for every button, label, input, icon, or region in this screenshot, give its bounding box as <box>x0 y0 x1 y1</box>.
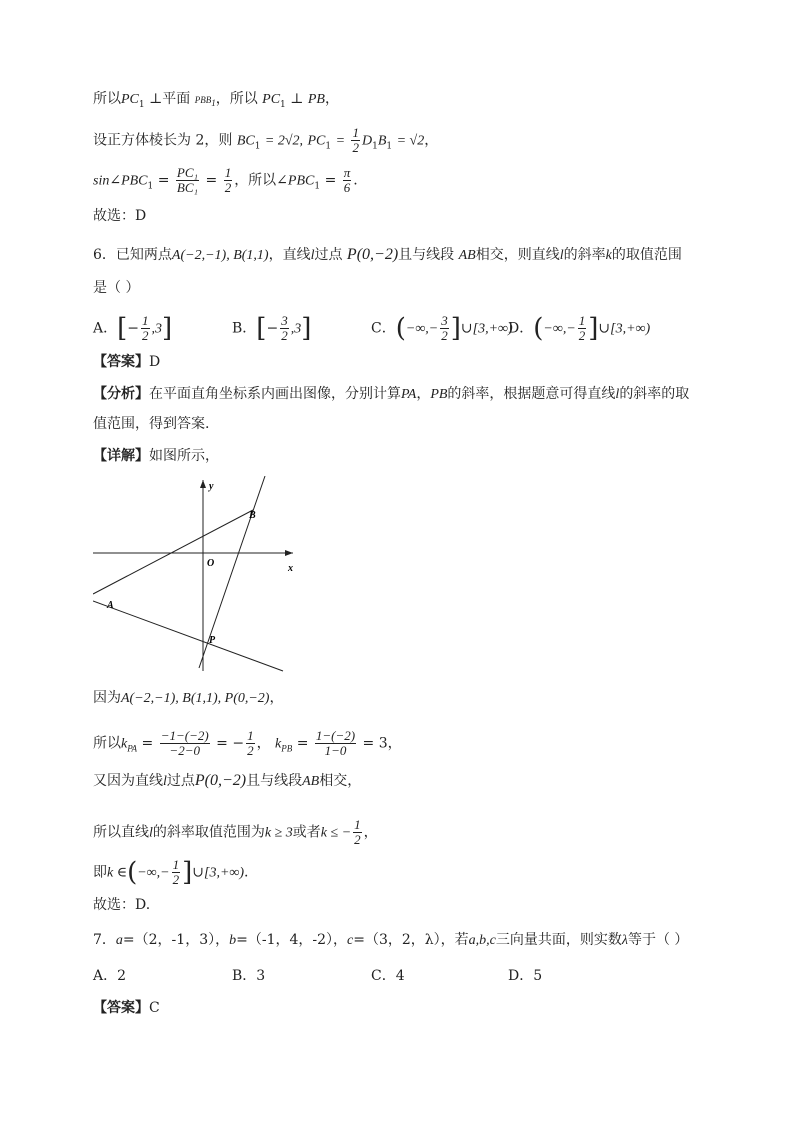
denominator: 2 <box>352 140 359 155</box>
math: k <box>275 736 282 752</box>
subscript: 1 <box>314 181 321 192</box>
text: = <box>141 735 154 752</box>
math: AB <box>458 248 476 263</box>
numerator: 3 <box>281 313 288 328</box>
label-p: P <box>209 635 216 646</box>
bracket: [ <box>256 313 267 344</box>
bracket: ] <box>301 313 312 344</box>
math: PBC <box>121 173 148 189</box>
step-1 <box>93 688 283 709</box>
numerator: 1 <box>352 125 359 140</box>
numerator: 1−(−2) <box>315 728 356 743</box>
text: ， <box>269 690 284 706</box>
bracket: ( <box>395 313 406 344</box>
text: 因为 <box>93 690 121 706</box>
math: BC <box>236 133 255 149</box>
text: ，直线 <box>268 247 311 263</box>
text: = 3 <box>362 735 388 752</box>
fraction <box>176 166 199 195</box>
text: 设正方体棱长为 2，则 <box>93 132 233 149</box>
text: ⊥平面 <box>149 91 191 107</box>
step-3 <box>93 771 361 792</box>
bracket: ] <box>162 313 173 344</box>
label-x: x <box>288 563 293 574</box>
math: λ <box>621 933 628 948</box>
subscript: 1 <box>372 141 378 152</box>
subscript: 1 <box>211 97 216 108</box>
vector-c: c <box>347 933 354 948</box>
fraction <box>224 166 233 195</box>
text: 三向量共面，则实数 <box>495 932 622 948</box>
denominator: 1−0 <box>324 743 347 758</box>
math: = <box>335 133 346 149</box>
math: l <box>149 825 153 841</box>
numerator: π <box>343 165 351 180</box>
text: = <box>324 172 337 189</box>
line-pa <box>93 601 283 671</box>
text: 在平面直角坐标系内画出图像，分别计算 <box>149 386 401 402</box>
math: l <box>615 387 620 402</box>
math: = √2 <box>396 133 425 149</box>
math: k <box>605 248 612 263</box>
numerator: 1 <box>172 857 180 872</box>
fraction <box>351 126 360 155</box>
text: 所以 <box>93 735 121 752</box>
analysis-6-line2: 值范围，得到答案. <box>93 416 210 432</box>
text: 过点 <box>314 247 343 263</box>
text: 的斜率，根据题意可得直线 <box>447 386 616 402</box>
text: =（2，-1，3）， <box>122 932 230 948</box>
fraction <box>315 729 356 758</box>
subscript: 1 <box>254 141 261 152</box>
option-a[interactable]: A．2 <box>93 968 127 984</box>
text: = <box>296 735 309 752</box>
math: P(0,−2) <box>194 772 247 789</box>
option-b[interactable] <box>232 314 311 343</box>
text: 相交，则直线 <box>475 247 560 263</box>
text: . <box>244 864 249 881</box>
math: −∞,− <box>137 865 170 881</box>
bracket: ( <box>127 857 138 888</box>
line-4: 故选：D <box>93 208 147 224</box>
text: =（-1，4，-2）， <box>236 932 348 948</box>
text: PBB <box>194 95 212 105</box>
math: PA <box>401 387 417 402</box>
detail-tag: 【详解】 <box>93 448 149 464</box>
text: 且与线段 <box>398 247 455 263</box>
option-c[interactable]: C．4 <box>371 968 405 984</box>
denominator: 6 <box>343 180 351 195</box>
question-7-stem <box>93 930 688 951</box>
numerator: 1 <box>578 313 586 328</box>
math: k ∈ <box>107 865 128 881</box>
answer-value: D <box>149 354 161 370</box>
text: 或者 <box>292 824 321 841</box>
answer-7 <box>93 998 160 1018</box>
text: ， <box>416 386 431 402</box>
math-pc1: PC <box>262 92 281 107</box>
analysis-6 <box>93 384 689 405</box>
option-label: D． <box>508 320 534 337</box>
text: ， <box>256 735 271 752</box>
text: 相交， <box>319 773 362 789</box>
denominator: 2 <box>247 743 254 758</box>
option-b[interactable]: B．3 <box>232 968 266 984</box>
bracket: ] <box>450 313 461 344</box>
fraction <box>343 166 352 195</box>
answer-tag: 【答案】 <box>93 354 149 370</box>
text: 6．已知两点 <box>93 247 172 263</box>
denominator: BC₁ <box>176 180 199 195</box>
fraction <box>353 818 362 847</box>
bracket: [ <box>117 313 128 344</box>
subscript: 1 <box>325 141 332 152</box>
subscript: 1 <box>138 99 145 110</box>
denominator: 2 <box>224 180 232 195</box>
bracket: ] <box>182 857 193 888</box>
text: 的取值范围 <box>611 247 682 263</box>
label-a: A <box>107 600 114 611</box>
fraction <box>280 314 289 343</box>
denominator: 2 <box>281 328 288 343</box>
fraction <box>172 858 181 887</box>
text: ， <box>424 132 439 149</box>
step-5 <box>93 858 249 887</box>
math: ∪[3,+∞) <box>598 321 651 337</box>
text: 过点 <box>166 773 195 789</box>
math: k ≤ − <box>320 825 352 841</box>
denominator: 2 <box>354 832 361 847</box>
text: ，所以 <box>215 91 258 107</box>
text: 且与线段 <box>246 773 303 789</box>
line-1 <box>93 89 339 115</box>
subscript: 1 <box>386 141 393 152</box>
math: ,3 <box>151 321 163 337</box>
y-axis-arrow <box>200 480 206 488</box>
math: = 2√2, <box>264 133 304 149</box>
numerator: 1 <box>354 817 361 832</box>
numerator: 1 <box>247 728 254 743</box>
subscript: 1 <box>147 181 154 192</box>
option-c[interactable] <box>371 314 513 343</box>
math: PC <box>307 133 326 149</box>
answer-value: C <box>149 1000 160 1016</box>
fraction <box>578 314 587 343</box>
vectors: a,b,c <box>468 933 496 948</box>
bracket: ] <box>588 313 599 344</box>
text: 所以直线 <box>93 824 149 841</box>
denominator: −2−0 <box>169 743 200 758</box>
math: AB <box>302 774 320 789</box>
question-6-stem-line2: 是（ ） <box>93 280 140 296</box>
option-label: A． <box>93 320 118 337</box>
math: −∞,− <box>405 321 439 337</box>
math: l <box>559 248 564 263</box>
numerator: 3 <box>441 313 448 328</box>
math: PB <box>430 387 448 402</box>
fraction <box>160 729 210 758</box>
denominator: 2 <box>578 328 586 343</box>
denominator: 2 <box>441 328 448 343</box>
text: 等于（ ） <box>627 932 689 948</box>
subscript: PA <box>127 743 138 754</box>
math: sin∠ <box>93 173 122 189</box>
numerator: PC₁ <box>176 165 199 180</box>
denominator: 2 <box>142 328 149 343</box>
bracket: ( <box>533 313 544 344</box>
subscript: PB <box>281 743 293 754</box>
text: ， <box>387 735 402 752</box>
x-axis-arrow <box>285 550 293 556</box>
math: −∞,− <box>543 321 576 337</box>
text: 即 <box>93 864 107 881</box>
text: 的斜率的取 <box>619 386 690 402</box>
step-6: 故选：D. <box>93 897 151 913</box>
vector-a: a <box>115 933 123 948</box>
math: ,3 <box>290 321 302 337</box>
option-d[interactable]: D．5 <box>508 968 543 984</box>
numerator: 1 <box>142 313 149 328</box>
detail-6 <box>93 446 219 466</box>
text: 所以 <box>93 91 121 107</box>
math-pb: PB <box>307 92 325 107</box>
math: − <box>127 320 140 337</box>
numerator: 1 <box>224 165 232 180</box>
line-3 <box>93 166 358 196</box>
text: =（3，2，λ），若 <box>353 932 469 948</box>
label-o: O <box>207 558 215 569</box>
text: ， <box>363 824 378 841</box>
label-b: B <box>249 510 256 521</box>
option-a[interactable] <box>93 314 172 343</box>
question-6-stem <box>93 245 682 266</box>
text: ， <box>324 91 339 107</box>
math: ∪[3,+∞) <box>192 865 245 881</box>
numerator: −1−(−2) <box>160 728 209 743</box>
coordinate-figure <box>93 476 303 676</box>
label-y: y <box>209 481 214 492</box>
text: 如图所示， <box>149 448 219 464</box>
text: 的斜率取值范围为 <box>152 824 265 841</box>
text: ⊥ <box>290 91 304 107</box>
text: ，所以∠ <box>234 172 288 189</box>
math: k ≥ 3 <box>264 825 293 841</box>
text: = − <box>216 735 245 752</box>
math-pc1: PC <box>121 92 139 107</box>
text: 又因为直线 <box>93 773 163 789</box>
text: 的斜率 <box>563 247 606 263</box>
answer-tag: 【答案】 <box>93 1000 149 1016</box>
fraction <box>246 729 255 758</box>
denominator: 2 <box>172 872 180 887</box>
vector-b: b <box>229 933 237 948</box>
math: D <box>361 133 373 149</box>
option-label: B． <box>232 320 257 337</box>
math: − <box>266 320 279 337</box>
subscript: 1 <box>280 99 286 110</box>
text: . <box>353 172 358 189</box>
math: A(−2,−1), B(1,1), P(0,−2) <box>121 691 270 706</box>
math: ∪[3,+∞) <box>460 321 513 337</box>
math: PBC <box>287 173 315 189</box>
math: A(−2,−1), B(1,1) <box>171 248 269 263</box>
math: P(0,−2) <box>346 246 399 263</box>
math: l <box>310 248 315 263</box>
text: = <box>157 172 170 189</box>
math-pbb1 <box>194 95 216 108</box>
option-d[interactable] <box>508 314 650 343</box>
text: = <box>205 172 218 189</box>
fraction <box>141 314 150 343</box>
math: B <box>377 133 387 149</box>
math: l <box>163 774 167 789</box>
step-2 <box>93 729 402 758</box>
fraction <box>440 314 449 343</box>
math: k <box>121 736 128 752</box>
option-label: C． <box>371 320 396 337</box>
answer-6 <box>93 352 160 372</box>
text: 7． <box>93 932 116 948</box>
line-2 <box>93 126 438 156</box>
analysis-tag: 【分析】 <box>93 386 149 402</box>
step-4 <box>93 818 378 847</box>
